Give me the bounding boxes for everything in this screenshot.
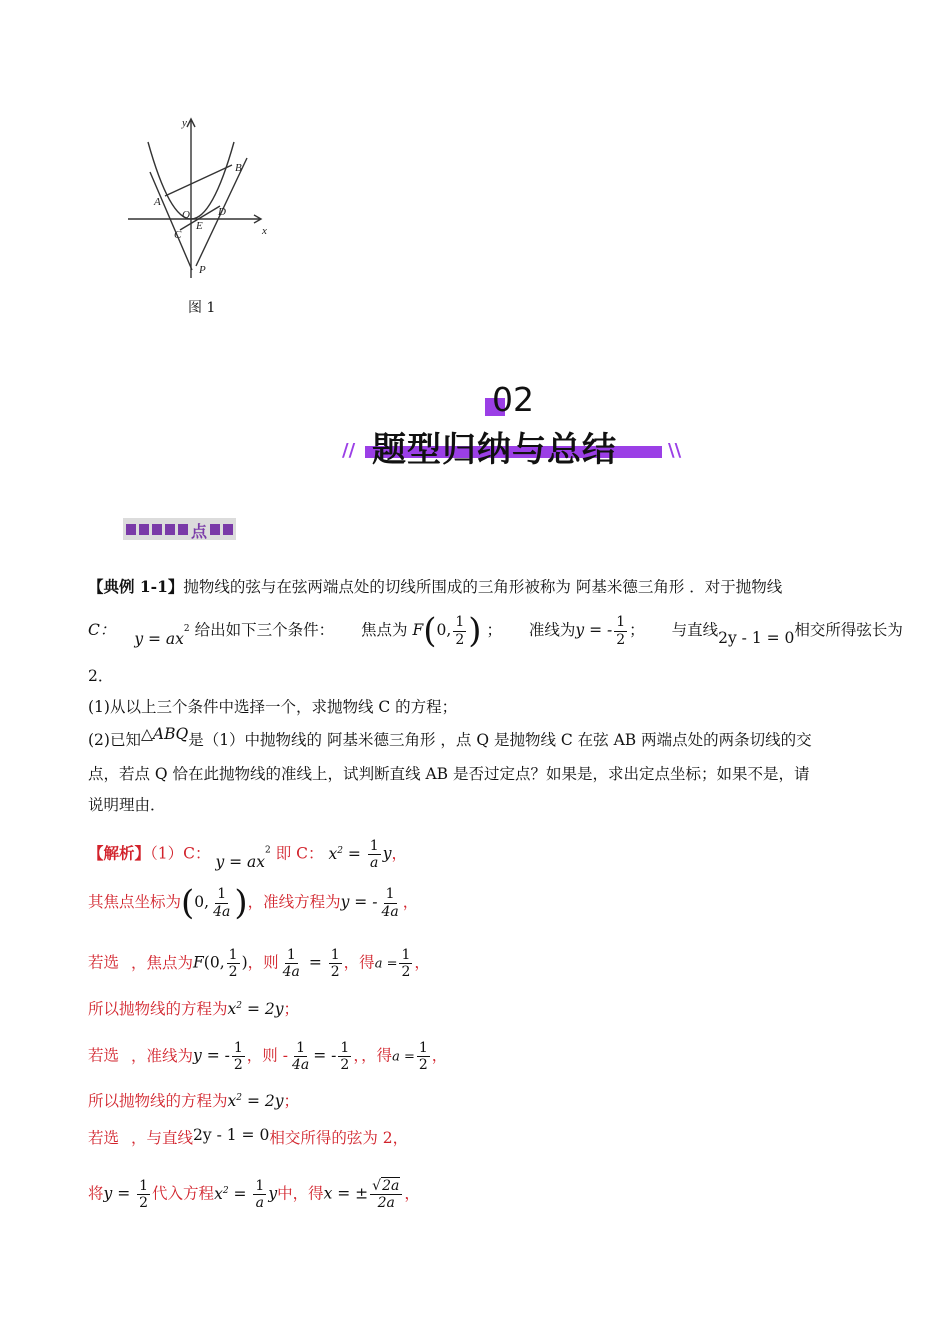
banner-title: 题型归纳与总结 (372, 430, 617, 470)
solution-line-7: 若选 ，与直线2y - 1 = 0相交所得的弦为 2， (88, 1126, 409, 1147)
section-tag-squares-right (209, 520, 237, 542)
example-line-2: C： $y = ax^2$ 给出如下三个条件： 焦点为 F(0, $\frac{1}{2}$ ) ； 准线为y = - $\frac{1}{2}$ ； 与直线2y - 1 = 0相交所得弦长为 (88, 611, 903, 651)
example-tag: 【典例 1-1】 (88, 577, 184, 596)
banner-right-slash: \\ (668, 440, 682, 461)
label-c: C (174, 229, 182, 241)
label-p: P (199, 264, 206, 276)
figure-caption: 图 1 (188, 300, 216, 316)
label-y: y (182, 117, 187, 129)
solution-line-2: 其焦点坐标为(0, $\frac{1}{4a}$ )，准线方程为y = - $\frac{1}{4a}$ ， (88, 883, 419, 923)
question-2-line-1: (2)已知△ABQ是（1）中抛物线的 阿基米德三角形 ，点 Q 是抛物线 C 在弦 AB 两端点处的两条切线的交 (88, 725, 812, 749)
solution-line-6: 所以抛物线的方程为$x^2 = 2y$； (88, 1092, 299, 1111)
solution-line-8: 将y = $\frac{1}{2}$ 代入方程$x^2$ = $\frac{1}{a}$ y中，得x = ± $\frac{√2a}{2a}$ ， (88, 1178, 420, 1212)
label-o: O (182, 209, 190, 221)
question-2-line-3: 说明理由． (88, 796, 166, 814)
label-a: A (154, 196, 161, 208)
banner-left-slash: // (342, 440, 356, 461)
solution-line-5: 若选 ，准线为y = - $\frac{1}{2}$ ，则 - $\frac{1}{4a}$ = - $\frac{1}{2}$ ，，得a = $\frac{1}{2}$ ， (88, 1040, 448, 1074)
section-tag-text: 点 (191, 522, 208, 541)
question-2-line-2: 点，若点 Q 恰在此抛物线的准线上，试判断直线 AB 是否过定点？如果是，求出定点坐标；如果不是，请 (88, 765, 810, 783)
label-e: E (196, 220, 203, 232)
example-line-3: 2． (88, 667, 114, 685)
label-d: D (218, 206, 226, 218)
solution-tag: 【解析】 (88, 843, 151, 863)
section-tag-squares (125, 520, 191, 542)
parabola-figure (120, 110, 280, 280)
label-b: B (235, 162, 242, 174)
question-1: (1)从以上三个条件中选择一个，求抛物线 C 的方程； (88, 698, 458, 716)
example-line-1: 【典例 1-1】抛物线的弦与在弦两端点处的切线所围成的三角形被称为 阿基米德三角形 ．对于抛物线 (88, 577, 783, 596)
label-x: x (262, 225, 267, 237)
solution-line-3: 若选 ，焦点为F(0, $\frac{1}{2}$ )，则 $\frac{1}{4a}$ = $\frac{1}{2}$ ，得a = $\frac{1}{2}$ ， (88, 947, 430, 981)
solution-line-1: 【解析】（1）C： $y = ax^2$ 即 C： $x^2$ = $\frac{1}{a}$ y， (88, 838, 407, 872)
solution-line-4: 所以抛物线的方程为$x^2 = 2y$； (88, 1000, 299, 1019)
banner-number: 02 (492, 380, 534, 419)
